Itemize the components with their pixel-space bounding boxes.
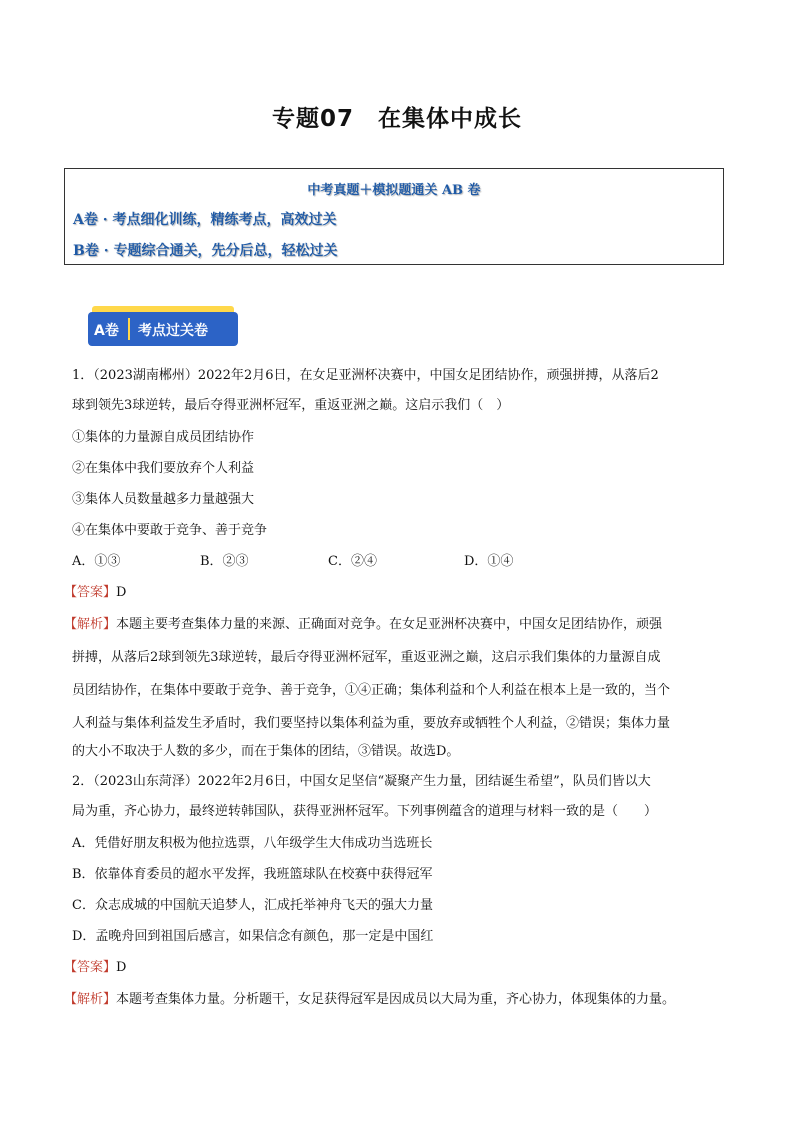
q1-analysis-line4: 人利益与集体利益发生矛盾时，我们要坚持以集体利益为重，要放弃或牺牲个人利益，②错误；集体力量 <box>72 716 671 731</box>
q1-item-4: ④在集体中要敢于竞争、善于竞争 <box>72 523 268 538</box>
q1-option-c: C．②④ <box>328 554 377 569</box>
q1-item-2: ②在集体中我们要放弃个人利益 <box>72 461 255 476</box>
q1-option-b: B．②③ <box>200 554 249 569</box>
q1-analysis-tag: 【解析】 <box>64 617 117 632</box>
q2-analysis-tag: 【解析】 <box>64 992 117 1007</box>
q2-option-c: C．众志成城的中国航天追梦人，汇成托举神舟飞天的强大力量 <box>72 898 433 913</box>
q1-answer-tag: 【答案】 <box>64 585 117 600</box>
q1-answer <box>64 583 724 603</box>
q1-stem-line2: 球到领先3球逆转，最后夺得亚洲杯冠军，重返亚洲之巅。这启示我们（ ） <box>72 398 510 413</box>
q2-answer-value: D <box>116 960 127 975</box>
q1-analysis-line5: 的大小不取决于人数的多少，而在于集体的团结，③错误。故选D。 <box>72 744 460 759</box>
banner-label-a: A卷 <box>94 323 119 339</box>
q2-stem-line2: 局为重，齐心协力，最终逆转韩国队，获得亚洲杯冠军。下列事例蕴含的道理与材料一致的是（ ） <box>72 804 658 819</box>
intro-line-b: B卷 · 专题综合通关，先分后总，轻松过关 <box>73 243 338 259</box>
q2-analysis <box>64 990 724 1010</box>
intro-heading: 中考真题＋模拟题通关 AB 卷 <box>307 183 481 198</box>
q2-option-d: D．孟晚舟回到祖国后感言，如果信念有颜色，那一定是中国红 <box>72 929 434 944</box>
intro-line-a: A卷 · 考点细化训练，精练考点，高效过关 <box>73 212 337 228</box>
q2-analysis-text: 本题考查集体力量。分析题干，女足获得冠军是因成员以大局为重，齐心协力，体现集体的力量。 <box>116 992 676 1007</box>
q2-option-b: B．依靠体育委员的超水平发挥，我班篮球队在校赛中获得冠军 <box>72 867 433 882</box>
q2-option-a: A．凭借好朋友积极为他拉选票，八年级学生大伟成功当选班长 <box>72 836 433 851</box>
intro-box <box>64 168 724 265</box>
q1-answer-value: D <box>116 585 127 600</box>
q2-stem-line1: 2．（2023山东菏泽）2022年2月6日，中国女足坚信“凝聚产生力量，团结诞生希望”，队员们皆以大 <box>72 774 651 789</box>
q1-item-3: ③集体人员数量越多力量越强大 <box>72 492 255 507</box>
q1-stem-line1: 1．（2023湖南郴州）2022年2月6日，在女足亚洲杯决赛中，中国女足团结协作，顽强拼搏，从落后2 <box>72 368 659 383</box>
banner-label-b: 考点过关卷 <box>138 323 208 339</box>
section-banner <box>88 312 238 346</box>
q1-analysis-line1 <box>64 615 724 635</box>
page-title: 专题07 在集体中成长 <box>271 106 522 132</box>
q2-answer <box>64 958 724 978</box>
q1-analysis-text-1: 本题主要考查集体力量的来源、正确面对竞争。在女足亚洲杯决赛中，中国女足团结协作，顽强 <box>116 617 663 632</box>
banner-separator <box>128 318 130 340</box>
q1-option-d: D．①④ <box>464 554 514 569</box>
q1-option-a: A．①③ <box>72 554 121 569</box>
q1-item-1: ①集体的力量源自成员团结协作 <box>72 430 255 445</box>
q1-analysis-line2: 拼搏，从落后2球到领先3球逆转，最后夺得亚洲杯冠军，重返亚洲之巅，这启示我们集体的力量源自成 <box>72 650 661 665</box>
q2-answer-tag: 【答案】 <box>64 960 117 975</box>
q1-analysis-line3: 员团结协作，在集体中要敢于竞争、善于竞争，①④正确；集体利益和个人利益在根本上是一致的，当个 <box>72 683 671 698</box>
